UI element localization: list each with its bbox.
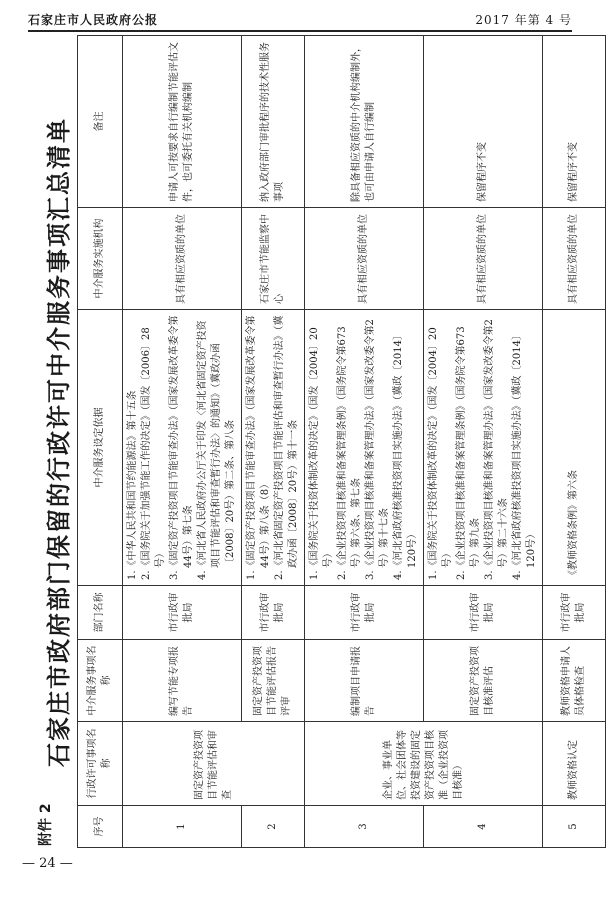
row-no: 4 xyxy=(424,806,543,848)
row-no: 2 xyxy=(242,806,305,848)
publication-title: 石家庄市人民政府公报 xyxy=(28,12,159,27)
basis-item: 3.《企业投资项目核准和备案管理办法》（国家发改委令第2号）第十七条 xyxy=(365,319,390,580)
row-service: 固定资产投资项目核准评估 xyxy=(424,640,543,722)
basis-item: 1.《固定资产投资项目节能审查办法》（国家发展改革委令第44号）第八条（8） xyxy=(246,315,271,580)
table-row xyxy=(123,36,242,848)
basis-item: 《教师资格条例》第六条 xyxy=(568,470,579,580)
basis-item: 2.《企业投资项目核准和备案管理条例》（国务院令第673号）第六条、第七条 xyxy=(337,326,362,580)
row-basis xyxy=(424,310,543,586)
row-no: 5 xyxy=(543,806,606,848)
row-dept: 市行政审批局 xyxy=(543,586,606,640)
row-basis xyxy=(242,310,305,586)
row-agency: 具有相应资质的单位 xyxy=(543,208,606,310)
row-service: 固定资产投资项目节能评估报告评审 xyxy=(242,640,305,722)
basis-item: 1.《国务院关于投资体制改革的决定》（国发〔2004〕20号） xyxy=(309,327,334,580)
basis-item: 3.《固定资产投资项目节能审查办法》（国家发展改革委令第44号）第七条 xyxy=(169,315,194,580)
header-basis: 中介服务设定依据 xyxy=(78,310,123,586)
document-body xyxy=(31,36,586,848)
issue-number: 2017 年第 4 号 xyxy=(475,12,572,27)
header-note: 备注 xyxy=(78,36,123,208)
row-dept: 市行政审批局 xyxy=(123,586,242,640)
row-service: 编制项目申请报告 xyxy=(305,640,424,722)
row-note: 纳入政府部门审批程序的技术性服务事项 xyxy=(242,36,305,208)
annex-label: 附件 2 xyxy=(38,803,54,846)
basis-item: 4.《河北省政府核准投资项目实施办法》（冀政〔2014〕120号） xyxy=(512,330,537,580)
row-note: 除具备相应资质的中介机构编制外，也可由申请人自行编制 xyxy=(305,36,424,208)
header-service: 中介服务事项名称 xyxy=(78,640,123,722)
row-no: 3 xyxy=(305,806,424,848)
basis-item: 2.《企业投资项目核准和备案管理条例》（国务院令第673号）第九条 xyxy=(456,326,481,580)
page-header xyxy=(28,8,572,32)
basis-item: 4.《河北省政府核准投资项目实施办法》（冀政〔2014〕120号） xyxy=(393,330,418,580)
page-number: — 24 — xyxy=(22,856,73,871)
header-dept: 部门名称 xyxy=(78,586,123,640)
basis-item: 1.《国务院关于投资体制改革的决定》（国发〔2004〕20号） xyxy=(428,327,453,580)
row-note: 保留程序不变 xyxy=(543,36,606,208)
table-header-row xyxy=(78,36,123,848)
row-service: 教师资格申请人员体格检查 xyxy=(543,640,606,722)
header-permit: 行政许可事项名称 xyxy=(78,722,123,806)
row-dept: 市行政审批局 xyxy=(242,586,305,640)
row-permit: 企业、事业单位、社会团体等投资建设的固定资产投资项目核准（企业投资项目核准） xyxy=(305,722,543,806)
row-basis xyxy=(543,310,606,586)
row-permit: 教师资格认定 xyxy=(543,722,606,806)
row-agency: 具有相应资质的单位 xyxy=(424,208,543,310)
table-row xyxy=(543,36,606,848)
row-dept: 市行政审批局 xyxy=(424,586,543,640)
basis-item: 4.《河北省人民政府办公厅关于印发〈河北省固定资产投资项目节能评估和审查暂行办法〉的通知》（冀政办函〔2008〕20号）第二条、第八条 xyxy=(197,320,236,580)
row-agency: 具有相应资质的单位 xyxy=(305,208,424,310)
service-items-table xyxy=(77,35,606,848)
header-no: 序号 xyxy=(78,806,123,848)
basis-item: 3.《企业投资项目核准和备案管理办法》（国家发改委令第2号）第二十六条 xyxy=(484,319,509,580)
header-agency: 中介服务实施机构 xyxy=(78,208,123,310)
basis-item: 2.《国务院关于加强节能工作的决定》（国发〔2006〕28号） xyxy=(141,327,166,580)
rotated-document xyxy=(31,36,586,848)
row-basis xyxy=(123,310,242,586)
row-agency: 具有相应资质的单位 xyxy=(123,208,242,310)
row-note: 申请人可按要求自行编制节能评估文件，也可委托有关机构编制 xyxy=(123,36,242,208)
table-row xyxy=(305,36,424,848)
basis-item: 2.《河北省固定资产投资项目节能评估和审查暂行办法》（冀政办函〔2008〕20号）第十一条 xyxy=(274,315,299,580)
row-service: 编写节能专项报告 xyxy=(123,640,242,722)
row-note: 保留程序不变 xyxy=(424,36,543,208)
document-title: 石家庄市政府部门保留的行政许可中介服务事项汇总清单 xyxy=(44,117,73,767)
row-no: 1 xyxy=(123,806,242,848)
row-agency: 石家庄市节能监察中心 xyxy=(242,208,305,310)
row-permit: 固定资产投资项目节能评估和审查 xyxy=(123,722,305,806)
row-dept: 市行政审批局 xyxy=(305,586,424,640)
row-basis xyxy=(305,310,424,586)
basis-item: 1.《中华人民共和国节约能源法》第十五条 xyxy=(127,390,138,580)
